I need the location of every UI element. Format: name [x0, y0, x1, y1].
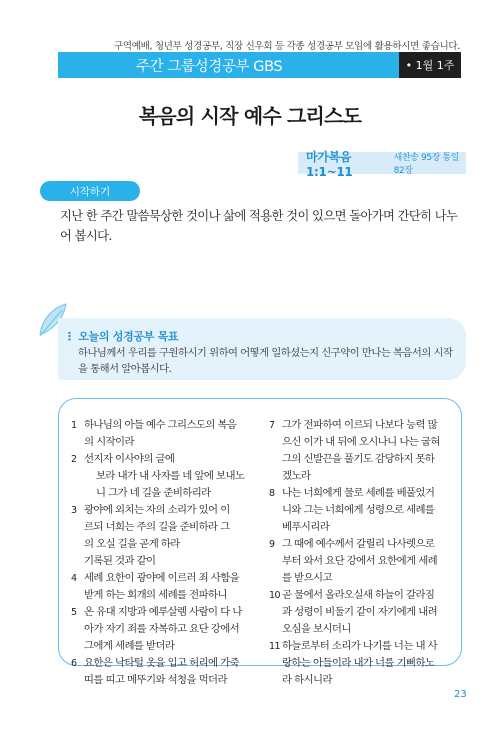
verse-number: 5: [71, 607, 77, 618]
verse-line: [71, 604, 257, 621]
verse-text: 아가 자기 죄를 자복하고 요단 강에서: [84, 623, 240, 635]
verse-text: 과 성령이 비둘기 같이 자기에게 내려: [282, 606, 438, 618]
verse-number: 1: [71, 420, 77, 431]
verse-line: [269, 536, 455, 553]
verse-number: 11: [269, 641, 280, 652]
verse: [269, 417, 455, 485]
verse-number: [71, 621, 84, 638]
verse-line: [71, 451, 257, 468]
verse-text: 으신 이가 내 뒤에 오시나니 나는 굽혀: [282, 436, 440, 448]
verse-number: 8: [269, 488, 275, 499]
verse: [71, 502, 257, 553]
verse-line: [269, 468, 455, 485]
verse: [71, 570, 257, 604]
opening-label: 시작하기: [40, 181, 140, 201]
verse-text: 그의 신발끈을 풀기도 감당하지 못하: [282, 453, 435, 465]
verse-number: 10: [269, 590, 280, 601]
goal-label: ⋮ 오늘의 성경공부 목표: [64, 330, 179, 343]
verse-text: 그에게 세례를 받더라: [84, 640, 175, 652]
verse-text: 하나님의 아들 예수 그리스도의 복음: [84, 419, 237, 431]
verse-line: [269, 604, 455, 621]
verse-number: [269, 519, 282, 536]
verse-text: 그 때에 예수께서 갈릴리 나사렛으로: [282, 538, 435, 550]
verse-text: 부터 와서 요단 강에서 요한에게 세례: [282, 555, 438, 567]
verse: [71, 655, 257, 689]
verse-line: [71, 536, 257, 553]
verse-line: [269, 417, 455, 434]
hymn-number: 새찬송 95장 통일 82장: [393, 153, 459, 176]
top-note: 구역예배, 청년부 성경공부, 직장 신우회 등 각종 성경공부 모임에 활용하시면 좋습니다.: [113, 41, 460, 52]
verse-text: 요한은 낙타털 옷을 입고 허리에 가죽: [84, 657, 240, 669]
verse-line: [269, 587, 455, 604]
verse-text: 베푸시리라: [282, 521, 330, 533]
verse-text: 하늘로부터 소리가 나기를 너는 내 사: [282, 640, 438, 652]
verse-line: [71, 519, 257, 536]
verse-number: [269, 468, 282, 485]
verse: [71, 468, 257, 502]
lesson-title: 복음의 시작 예수 그리스도: [138, 104, 362, 128]
verse-text: 겠노라: [282, 470, 311, 482]
verse-number: 2: [71, 454, 77, 465]
goal-box: [58, 318, 466, 380]
verse-number: [269, 604, 282, 621]
verse-line: [269, 638, 455, 655]
verse-line: [71, 417, 257, 434]
verse: [71, 417, 257, 451]
opening-text: 지난 한 주간 말씀묵상한 것이나 삶에 적용한 것이 있으면 돌아가며 간단히 나누어 봅시다.: [60, 209, 458, 243]
verse-text: 의 시작이라: [84, 436, 134, 448]
verse-line: [269, 485, 455, 502]
verse-text: 르되 너희는 주의 길을 준비하라 그: [84, 521, 230, 533]
header-band: [58, 52, 461, 78]
verse: [71, 604, 257, 655]
verse-line: [84, 468, 257, 485]
verse-number: [71, 553, 84, 570]
verse-text: 보라 내가 내 사자를 네 앞에 보내노: [96, 470, 245, 482]
verse-number: 9: [269, 539, 275, 550]
verse-line: [269, 434, 455, 451]
week-badge: • 1월 1주: [399, 52, 461, 78]
verse-number: [269, 621, 282, 638]
verse-number: [269, 655, 282, 672]
verse-line: [269, 655, 455, 672]
verse: [71, 553, 257, 570]
verse-text: 기록된 것과 같이: [84, 555, 156, 567]
verse-line: [269, 621, 455, 638]
verse-number: [71, 519, 84, 536]
verse-number: [269, 502, 282, 519]
verse: [71, 451, 257, 468]
verse-text: 니와 그는 너희에게 성령으로 세례를: [282, 504, 435, 516]
verse-number: [269, 553, 282, 570]
scripture-reference: 마가복음 1:1~11: [306, 149, 353, 179]
series-title: 주간 그룹성경공부 GBS: [136, 58, 283, 75]
verse-number: 6: [71, 658, 77, 669]
verse-text: 라 하시니라: [282, 674, 332, 686]
verse-line: [71, 672, 257, 689]
verse: [269, 638, 455, 689]
verse-number: [269, 570, 282, 587]
scripture-passage-panel: [58, 398, 462, 686]
verse-line: [269, 451, 455, 468]
verse-line: [71, 587, 257, 604]
verse-number: [71, 672, 84, 689]
verse-line: [269, 570, 455, 587]
verse-line: [71, 570, 257, 587]
verse-text: 곧 물에서 올라오실새 하늘이 갈라짐: [282, 589, 435, 601]
verse: [269, 536, 455, 587]
verse-text: 오심을 보시더니: [282, 623, 351, 635]
verse-column-right: [269, 417, 455, 689]
scripture-reference-box: [298, 149, 466, 179]
verse-column-left: [71, 417, 257, 689]
verse-text: 나는 너희에게 물로 세례를 베풀었거: [282, 487, 435, 499]
verse-text: 선지자 이사야의 글에: [84, 453, 175, 465]
verse-text: 온 유대 지방과 예루살렘 사람이 다 나: [84, 606, 242, 618]
verse-line: [71, 621, 257, 638]
verse-line: [269, 502, 455, 519]
verse-text: 띠를 띠고 메뚜기와 석청을 먹더라: [84, 674, 227, 686]
verse-number: [269, 434, 282, 451]
verse-text: 받게 하는 회개의 세례를 전파하니: [84, 589, 227, 601]
verse-line: [71, 502, 257, 519]
verse-number: [269, 451, 282, 468]
verse-number: 7: [269, 420, 275, 431]
verse-text: 광야에 외치는 자의 소리가 있어 이: [84, 504, 230, 516]
verse-text: 그가 전파하여 이르되 나보다 능력 많: [282, 419, 438, 431]
verse-text: 세례 요한이 광야에 이르러 죄 사함을: [84, 572, 240, 584]
verse-line: [71, 655, 257, 672]
verse-number: [71, 536, 84, 553]
verse-line: [71, 638, 257, 655]
verse-number: [269, 672, 282, 689]
verse: [269, 485, 455, 536]
verse-line: [269, 672, 455, 689]
verse-line: [269, 553, 455, 570]
verse-line: [71, 553, 257, 570]
verse-text: 의 오실 길을 곧게 하라: [84, 538, 180, 550]
verse-number: 3: [71, 505, 77, 516]
verse: [269, 587, 455, 638]
verse-text: 를 받으시고: [282, 572, 332, 584]
verse-number: [71, 638, 84, 655]
verse-line: [84, 485, 257, 502]
verse-text: 니 그가 네 길을 준비하리라: [96, 487, 211, 499]
page-number: 23: [454, 689, 467, 700]
verse-line: [71, 434, 257, 451]
verse-line: [269, 519, 455, 536]
verse-number: 4: [71, 573, 77, 584]
verse-number: [71, 587, 84, 604]
verse-number: [71, 434, 84, 451]
verse-text: 랑하는 아들이라 내가 너를 기뻐하노: [282, 657, 435, 669]
goal-text: 하나님께서 우리를 구원하시기 위하여 어떻게 일하셨는지 신구약이 만나는 복음서의 시작을 통해서 알아봅시다.: [78, 347, 453, 375]
